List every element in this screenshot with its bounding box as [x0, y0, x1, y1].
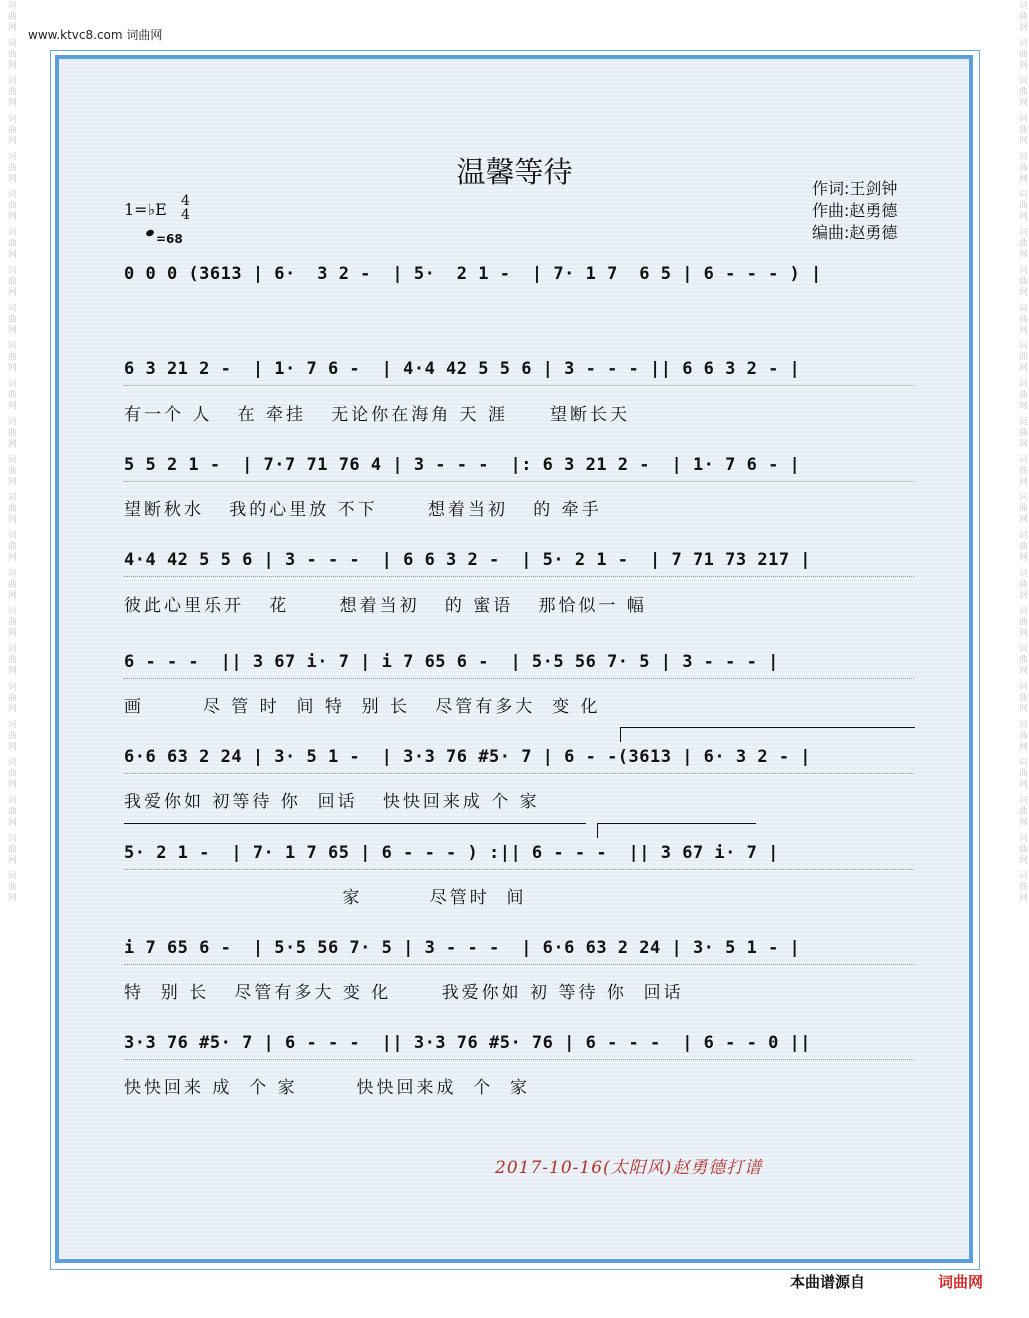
score-line-3-notes: 5 5 2 1 - | 7·7 71 76 4 | 3 - - - |: 6 3 21 2 - | 1· 7 6 - |: [124, 455, 801, 475]
score-line-4-notes: 4·4 42 5 5 6 | 3 - - - | 6 6 3 2 - | 5· 2 1 - | 7 71 73 217 |: [124, 550, 812, 570]
score-line-4-lyric: 彼此心里乐开 花 想着当初 的 蜜语 那恰似一 幅: [124, 596, 647, 615]
score-line-5-notes: 6 - - - || 3 67 i· 7 | i 7 65 6 - | 5·5 56 7· 5 | 3 - - - |: [124, 652, 779, 672]
volta-bracket-1-cont: [124, 823, 586, 838]
score-line-5-lyric: 画 尽 管 时 间 特 别 长 尽管有多大 变 化: [124, 697, 601, 716]
side-watermark-left: 词曲网 词曲网 词曲网 词曲网 词曲网 词曲网 词曲网 词曲网 词曲网 词曲网 词曲网 词曲网 词曲网 词曲网 词曲网 词曲网 词曲网 词曲网 词曲网 词曲网 词曲网 词曲网 词曲网 词曲网: [6, 0, 16, 904]
score-line-1-notes: 0 0 0 (3613 | 6· 3 2 - | 5· 2 1 - | 7· 1 7 6 5 | 6 - - - ) |: [124, 264, 822, 284]
time-signature: [181, 194, 190, 222]
score-line-3-lyric: 望断秋水 我的心里放 不下 想着当初 的 牵手: [124, 500, 602, 519]
score-line-6-notes: 6·6 63 2 24 | 3· 5 1 - | 3·3 76 #5· 7 | 6 - -(3613 | 6· 3 2 - |: [124, 747, 812, 767]
divider: [124, 576, 914, 577]
score-line-6-lyric: 我爱你如 初等待 你 回话 快快回来成 个 家: [124, 792, 540, 811]
arranger: 编曲:赵勇德: [812, 223, 898, 242]
site-url[interactable]: www.ktvc8.com 词曲网: [28, 28, 163, 42]
side-watermark-right: 词曲网 词曲网 词曲网 词曲网 词曲网 词曲网 词曲网 词曲网 词曲网 词曲网 词曲网 词曲网 词曲网 词曲网 词曲网 词曲网 词曲网 词曲网 词曲网 词曲网 词曲网 词曲网 词曲网 词曲网: [1017, 0, 1027, 904]
score-line-7-notes: 5· 2 1 - | 7· 1 7 65 | 6 - - - ) :|| 6 - - - || 3 67 i· 7 |: [124, 843, 779, 863]
composer: 作曲:赵勇德: [812, 201, 898, 220]
source-label: 本曲谱源自: [790, 1273, 866, 1291]
song-title: 温馨等待: [456, 155, 573, 189]
lyricist: 作词:王剑钟: [812, 179, 898, 198]
score-line-9-lyric: 快快回来 成 个 家 快快回来成 个 家: [124, 1078, 531, 1097]
score-line-8-lyric: 特 别 长 尽管有多大 变 化 我爱你如 初 等待 你 回话: [124, 983, 684, 1002]
divider: [124, 1059, 914, 1060]
volta-bracket-2: [597, 823, 756, 838]
score-line-2-lyric: 有一个 人 在 牵挂 无论你在海角 天 涯 望断长天: [124, 405, 631, 424]
divider: [124, 678, 914, 679]
date-credit: 2017-10-16(太阳风)赵勇德打谱: [495, 1158, 763, 1178]
credits: [812, 178, 897, 244]
divider: [124, 869, 914, 870]
time-bottom: 4: [181, 207, 190, 223]
score-line-7-lyric: 家 尽管时 间: [124, 888, 527, 907]
score-line-9-notes: 3·3 76 #5· 7 | 6 - - - || 3·3 76 #5· 76 | 6 - - - | 6 - - 0 ||: [124, 1033, 812, 1053]
score-line-2-notes: 6 3 21 2 - | 1· 7 6 - | 4·4 42 5 5 6 | 3 - - - || 6 6 3 2 - |: [124, 359, 801, 379]
key-signature: 1=♭E: [124, 200, 167, 219]
volta-bracket-1: [620, 727, 915, 742]
divider: [124, 481, 914, 482]
score-line-8-notes: i 7 65 6 - | 5·5 56 7· 5 | 3 - - - | 6·6 63 2 24 | 3· 5 1 - |: [124, 938, 801, 958]
quarter-note-icon: [146, 225, 154, 239]
source-site-link[interactable]: 词曲网: [938, 1273, 984, 1291]
tempo: =68: [156, 232, 183, 246]
divider: [124, 964, 914, 965]
divider: [124, 773, 914, 774]
time-top: 4: [181, 193, 190, 209]
divider: [124, 385, 914, 386]
